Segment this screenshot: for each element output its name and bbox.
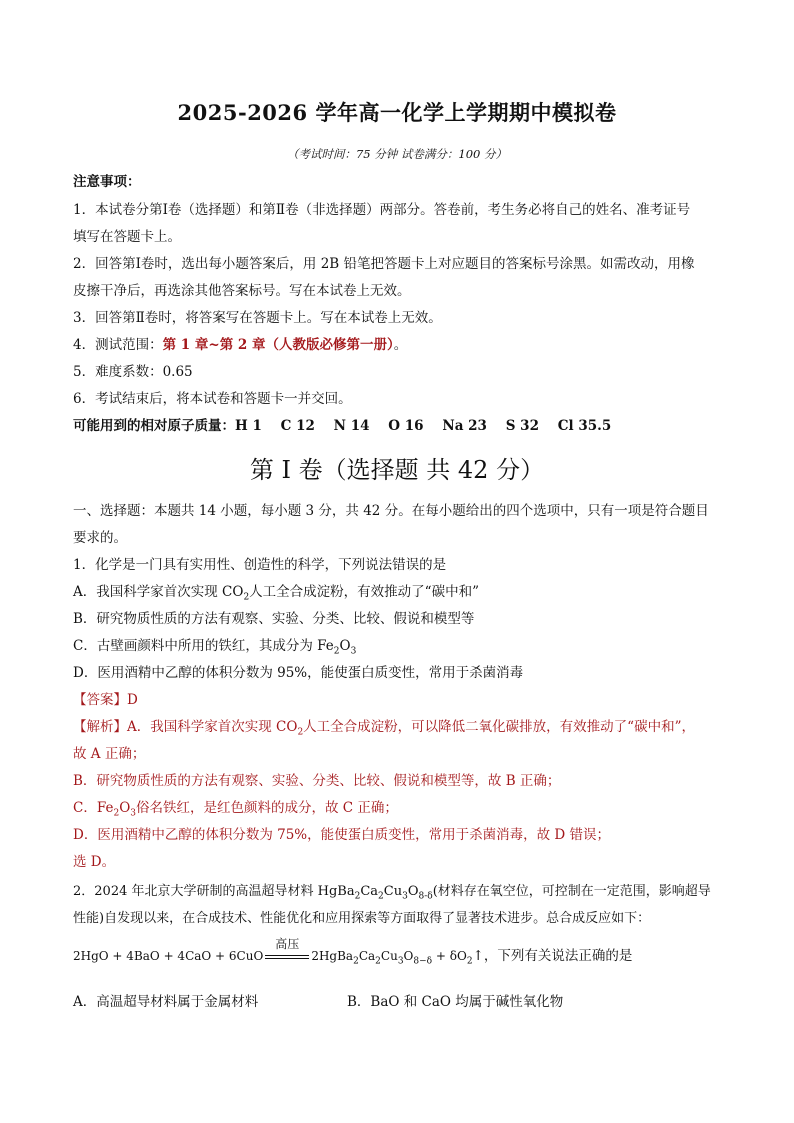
note-6: 6．考试结束后，将本试卷和答题卡一并交回。 [73,391,352,407]
q1-option-a: A．我国科学家首次实现 $CO_2$人工全合成淀粉，有效推动了“碳中和” [73,584,479,603]
q1-stem: 1．化学是一门具有实用性、创造性的科学，下列说法错误的是 [73,557,447,573]
reaction-equation: 2HgO + 4BaO + 4CaO + 6CuO 高压 $2HgBa_2Ca_2Cu_3O_{8-\delta}$ + $\delta O_2↑$，下列有关说法正确的是 [73,946,632,971]
q1-option-c: C．古壁画颜料中所用的铁红，其成分为 $Fe_2O_3$ [73,638,357,657]
q2-stem: 2．2024 年北京大学研制的高温超导材料 $HgBa_2Ca_2Cu_3O_{8-\delta}$(材料存在氧空位，可控制在一定范围，影响超导 [73,884,711,902]
part1-intro: 一、选择题：本题共 14 小题，每小题 3 分，共 42 分。在每小题给出的四个选项中，只有一项是符合题目 [73,503,709,519]
reaction-condition: 高压 [275,937,300,951]
q2-option-b: B．BaO 和 CaO 均属于碱性氧化物 [347,994,564,1010]
notes-heading: 注意事项： [73,174,141,190]
q1-explanation-end: 选 D。 [73,854,116,870]
note-4-suffix: 。 [393,337,408,353]
q1-answer: 【答案】D [73,692,138,708]
q2-option-a: A．高温超导材料属于金属材料 [73,994,259,1010]
note-4 [73,335,733,355]
q1-explanation-c: C．$Fe_2O_3$俗名铁红，是红色颜料的成分，故 C 正确； [73,800,398,819]
note-5: 5．难度系数：0.65 [73,364,193,380]
exam-title: 2025-2026 学年高一化学上学期期中模拟卷 [177,100,617,125]
q1-option-b: B．研究物质性质的方法有观察、实验、分类、比较、假说和模型等 [73,611,475,627]
q1-explanation-b: B．研究物质性质的方法有观察、实验、分类、比较、假说和模型等，故 B 正确； [73,773,561,789]
note-1-cont: 填写在答题卡上。 [73,229,181,245]
note-3: 3．回答第Ⅱ卷时，将答案写在答题卡上。写在本试卷上无效。 [73,310,442,326]
atomic-masses: 可能用到的相对原子质量：H 1 C 12 N 14 O 16 Na 23 S 32 Cl 35.5 [73,418,612,434]
note-1: 1．本试卷分第Ⅰ卷（选择题）和第Ⅱ卷（非选择题）两部分。答卷前，考生务必将自己的姓名、准考证号 [73,202,691,218]
exam-subtitle: （考试时间：75 分钟 试卷满分：100 分） [286,147,508,161]
q2-stem-cont: 性能)自发现以来，在合成技术、性能优化和应用探索等方面取得了显著技术进步。总合成反应如下： [73,911,651,926]
part1-intro-cont: 要求的。 [73,530,127,546]
test-scope: 第 1 章~第 2 章（人教版必修第一册） [162,337,394,353]
section-title: 第 I 卷（选择题 共 42 分） [249,456,545,484]
q1-explanation-d: D．医用酒精中乙醇的体积分数为 75%，能使蛋白质变性，常用于杀菌消毒，故 D 错误； [73,827,611,843]
note-2: 2．回答第Ⅰ卷时，选出每小题答案后，用 2B 铅笔把答题卡上对应题目的答案标号涂黑。如需改动，用橡 [73,256,695,272]
q1-explanation-a: 【解析】A．我国科学家首次实现 $CO_2$人工全合成淀粉，可以降低二氧化碳排放，有效推动了“碳中和”， [73,719,695,738]
q1-option-d: D．医用酒精中乙醇的体积分数为 95%，能使蛋白质变性，常用于杀菌消毒 [73,665,524,681]
q1-explanation-a-cont: 故 A 正确； [73,746,146,762]
equal-sign-with-condition [265,937,309,966]
note-2-cont: 皮擦干净后，再选涂其他答案标号。写在本试卷上无效。 [73,283,411,299]
note-4-prefix: 4．测试范围： [73,337,163,353]
